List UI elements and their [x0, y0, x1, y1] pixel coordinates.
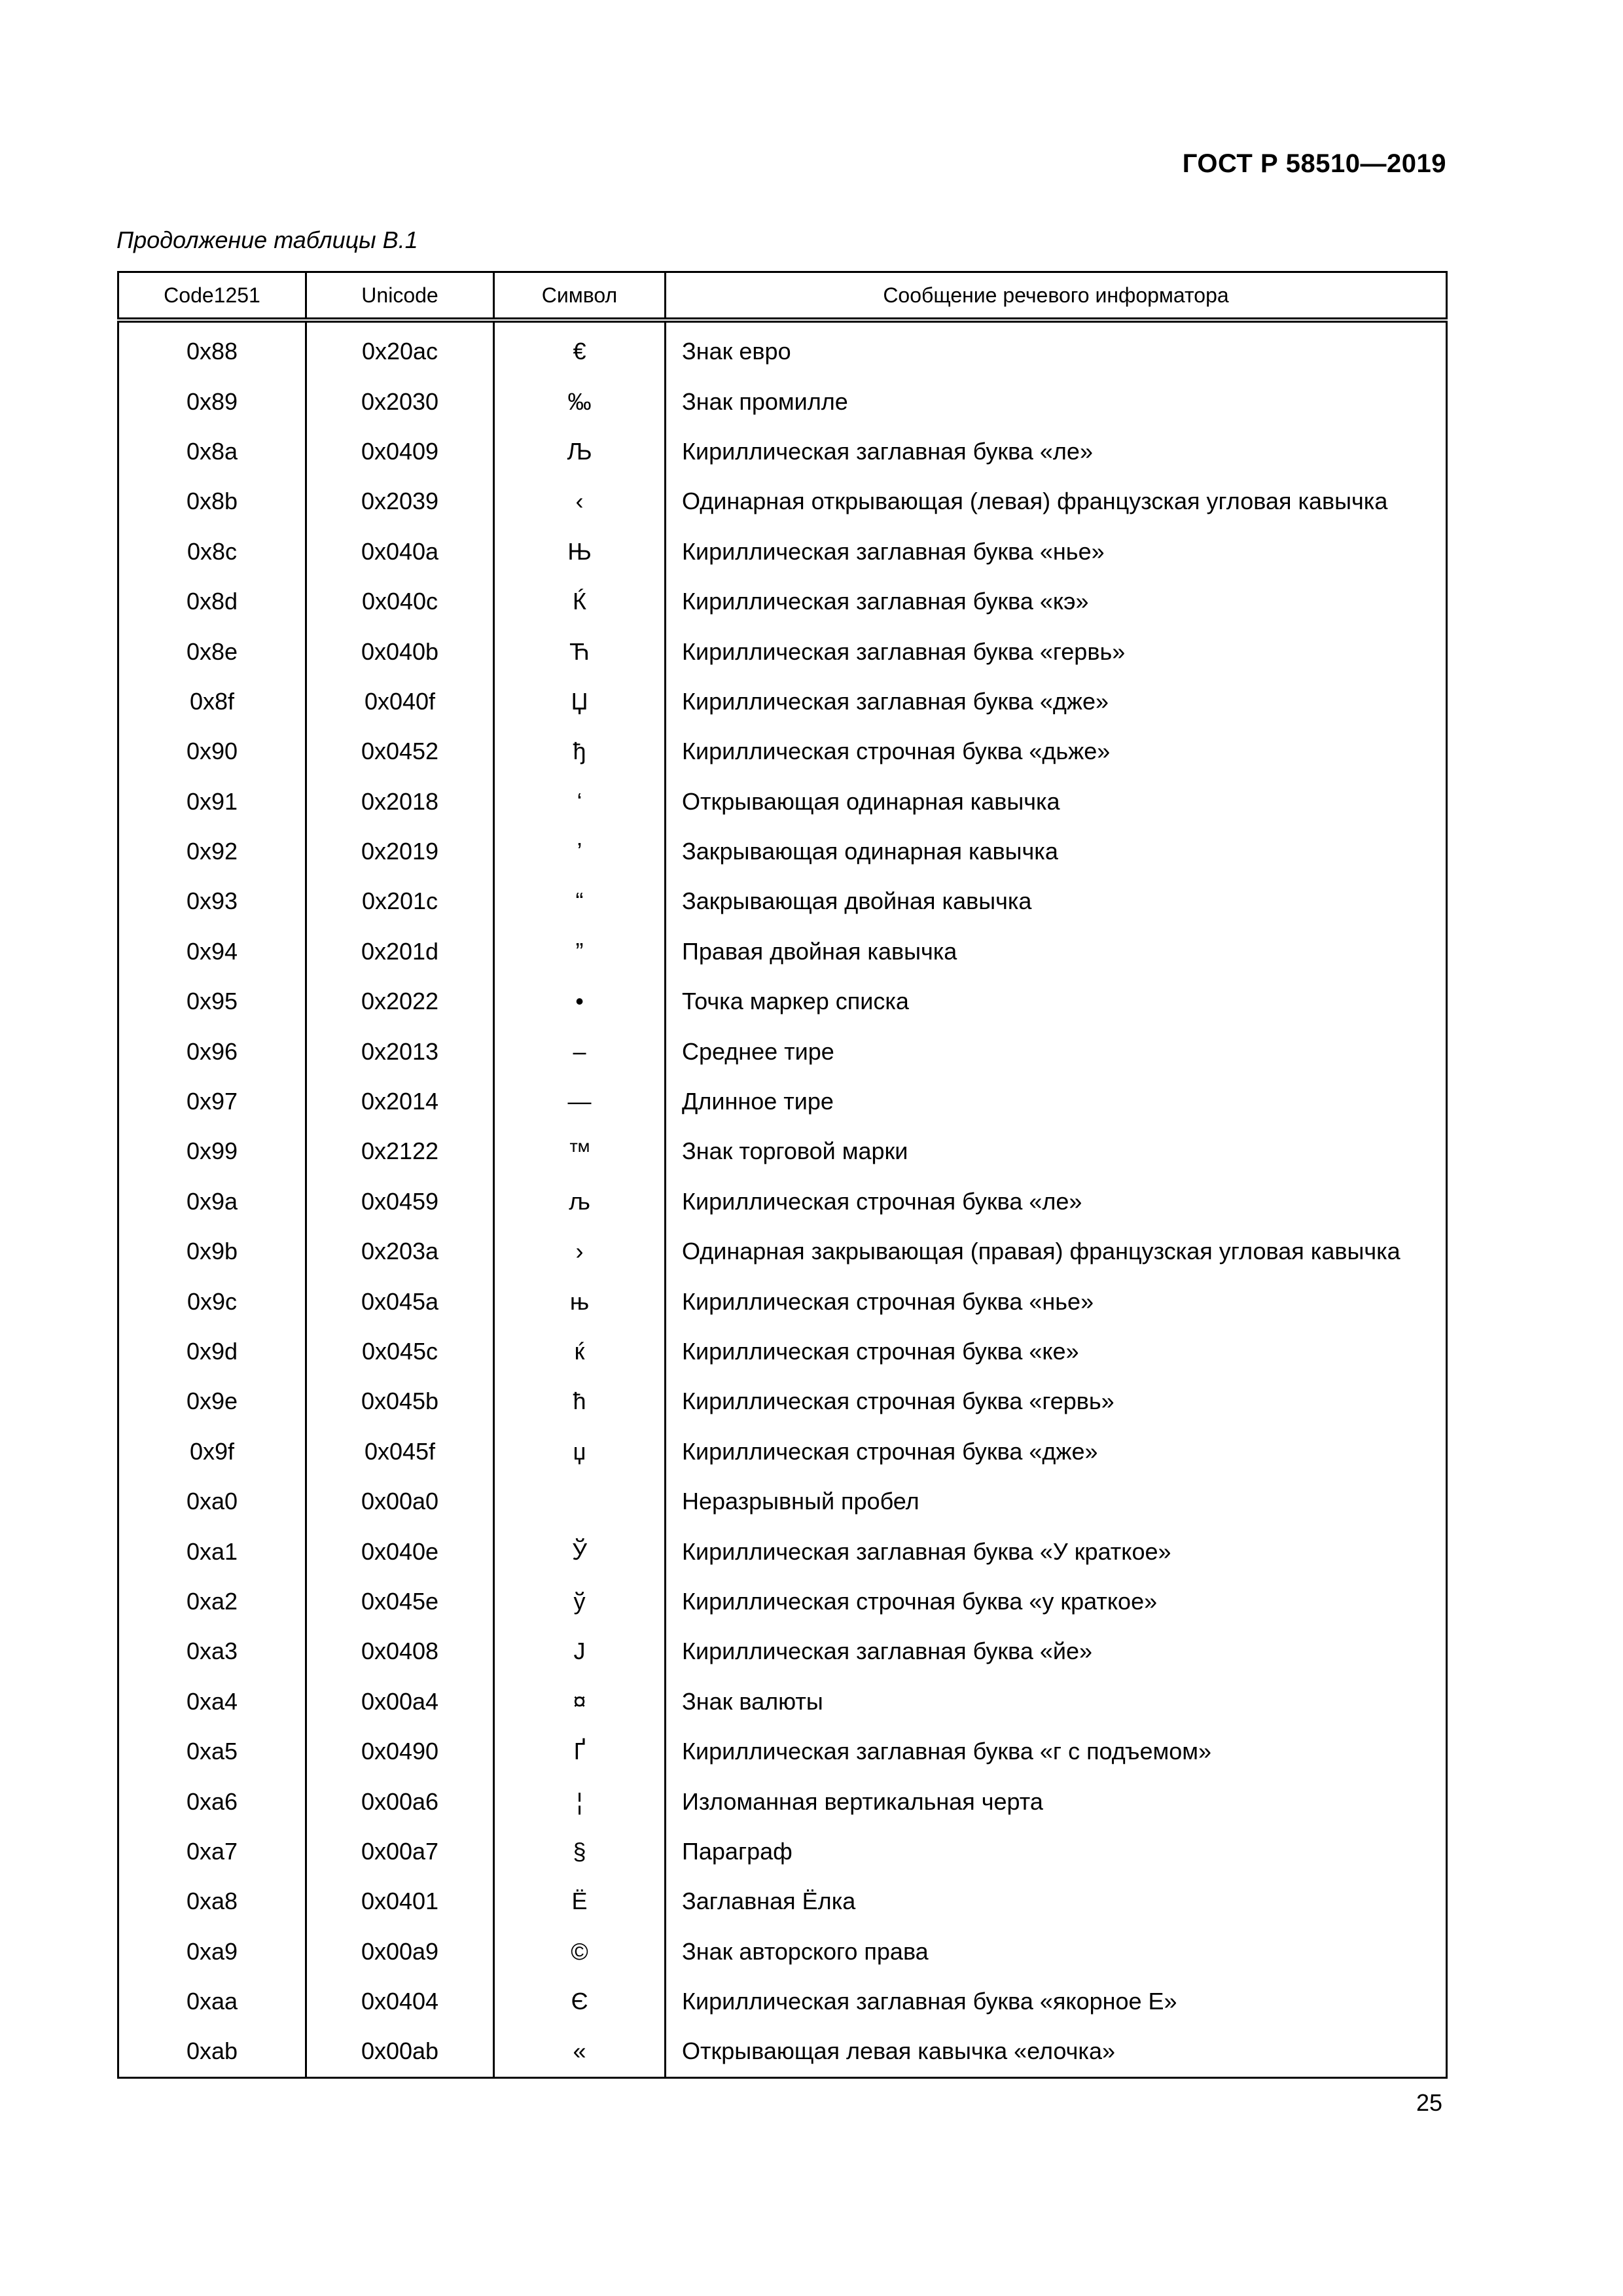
symbol-cell: — — [494, 1077, 666, 1126]
message-cell: Кириллическая заглавная буква «якорное Е» — [666, 1977, 1447, 2026]
message-cell: Кириллическая строчная буква «дже» — [666, 1427, 1447, 1477]
table-row — [118, 527, 1447, 577]
message-cell: Кириллическая строчная буква «нье» — [666, 1276, 1447, 1326]
unicode-cell: 0x2019 — [306, 827, 494, 876]
table-row — [118, 1376, 1447, 1426]
column-header-message: Сообщение речевого информатора — [666, 272, 1447, 321]
unicode-cell: 0x040c — [306, 577, 494, 626]
table-row — [118, 476, 1447, 526]
unicode-cell: 0x0459 — [306, 1177, 494, 1227]
unicode-cell: 0x00a0 — [306, 1477, 494, 1526]
code1251-cell: 0x9d — [118, 1327, 306, 1376]
unicode-cell: 0x00a4 — [306, 1677, 494, 1727]
table-row — [118, 677, 1447, 726]
unicode-cell: 0x040a — [306, 527, 494, 577]
message-cell: Кириллическая строчная буква «дьже» — [666, 726, 1447, 776]
table-header-row — [118, 272, 1447, 321]
code1251-cell: 0x9f — [118, 1427, 306, 1477]
table-row — [118, 927, 1447, 977]
symbol-cell: © — [494, 1927, 666, 1977]
code1251-cell: 0xa0 — [118, 1477, 306, 1526]
unicode-cell: 0x040e — [306, 1526, 494, 1576]
message-cell: Кириллическая заглавная буква «йе» — [666, 1626, 1447, 1676]
message-cell: Кириллическая строчная буква «ле» — [666, 1177, 1447, 1227]
message-cell: Параграф — [666, 1827, 1447, 1876]
message-cell: Заглавная Ёлка — [666, 1876, 1447, 1926]
message-cell: Знак промилле — [666, 376, 1447, 426]
document-code: ГОСТ Р 58510—2019 — [1182, 149, 1446, 178]
symbol-cell: “ — [494, 876, 666, 926]
message-cell: Знак валюты — [666, 1677, 1447, 1727]
symbol-cell: ¤ — [494, 1677, 666, 1727]
symbol-cell: ‘ — [494, 777, 666, 827]
table-row — [118, 777, 1447, 827]
unicode-cell: 0x20ac — [306, 320, 494, 376]
table-row — [118, 427, 1447, 476]
symbol-cell: • — [494, 977, 666, 1026]
unicode-cell: 0x0408 — [306, 1626, 494, 1676]
table-row — [118, 1276, 1447, 1326]
symbol-cell: Є — [494, 1977, 666, 2026]
unicode-cell: 0x2013 — [306, 1026, 494, 1076]
code1251-cell: 0xa5 — [118, 1727, 306, 1776]
symbol-cell: ќ — [494, 1327, 666, 1376]
table-row — [118, 726, 1447, 776]
table-row — [118, 1526, 1447, 1576]
table-row — [118, 1227, 1447, 1276]
code1251-cell: 0x90 — [118, 726, 306, 776]
message-cell: Кириллическая заглавная буква «У краткое» — [666, 1526, 1447, 1576]
column-header-unicode: Unicode — [306, 272, 494, 321]
message-cell: Правая двойная кавычка — [666, 927, 1447, 977]
unicode-cell: 0x2022 — [306, 977, 494, 1026]
code1251-cell: 0x8c — [118, 527, 306, 577]
symbol-cell: Њ — [494, 527, 666, 577]
code1251-cell: 0xa4 — [118, 1677, 306, 1727]
code1251-cell: 0x89 — [118, 376, 306, 426]
message-cell: Кириллическая заглавная буква «кэ» — [666, 577, 1447, 626]
unicode-cell: 0x0409 — [306, 427, 494, 476]
code1251-cell: 0x88 — [118, 320, 306, 376]
unicode-cell: 0x2018 — [306, 777, 494, 827]
message-cell: Длинное тире — [666, 1077, 1447, 1126]
unicode-cell: 0x045c — [306, 1327, 494, 1376]
symbol-cell — [494, 1477, 666, 1526]
message-cell: Закрывающая двойная кавычка — [666, 876, 1447, 926]
table-row — [118, 1727, 1447, 1776]
message-cell: Открывающая одинарная кавычка — [666, 777, 1447, 827]
table-row — [118, 1177, 1447, 1227]
symbol-cell: « — [494, 2026, 666, 2077]
table-row — [118, 1477, 1447, 1526]
code1251-cell: 0xa9 — [118, 1927, 306, 1977]
code1251-cell: 0x8f — [118, 677, 306, 726]
unicode-cell: 0x2030 — [306, 376, 494, 426]
unicode-cell: 0x00a6 — [306, 1776, 494, 1826]
message-cell: Кириллическая заглавная буква «г с подъемом» — [666, 1727, 1447, 1776]
unicode-cell: 0x0404 — [306, 1977, 494, 2026]
message-cell: Закрывающая одинарная кавычка — [666, 827, 1447, 876]
symbol-cell: § — [494, 1827, 666, 1876]
code1251-cell: 0xa2 — [118, 1577, 306, 1626]
unicode-cell: 0x2122 — [306, 1126, 494, 1176]
column-header-symbol: Символ — [494, 272, 666, 321]
unicode-cell: 0x0401 — [306, 1876, 494, 1926]
message-cell: Одинарная закрывающая (правая) французская угловая кавычка — [666, 1227, 1447, 1276]
message-cell: Точка маркер списка — [666, 977, 1447, 1026]
unicode-cell: 0x045b — [306, 1376, 494, 1426]
message-cell: Знак торговой марки — [666, 1126, 1447, 1176]
symbol-cell: Ј — [494, 1626, 666, 1676]
symbol-cell: ‰ — [494, 376, 666, 426]
table-row — [118, 1827, 1447, 1876]
table-row — [118, 1776, 1447, 1826]
table-row — [118, 1677, 1447, 1727]
code1251-cell: 0x9b — [118, 1227, 306, 1276]
symbol-cell: ћ — [494, 1376, 666, 1426]
table-row — [118, 577, 1447, 626]
symbol-cell: Ћ — [494, 626, 666, 676]
symbol-cell: ‹ — [494, 476, 666, 526]
code1251-cell: 0x9c — [118, 1276, 306, 1326]
unicode-cell: 0x201d — [306, 927, 494, 977]
table-row — [118, 320, 1447, 376]
message-cell: Знак евро — [666, 320, 1447, 376]
symbol-cell: Ґ — [494, 1727, 666, 1776]
message-cell: Знак авторского права — [666, 1927, 1447, 1977]
table-row — [118, 2026, 1447, 2077]
code1251-cell: 0xaa — [118, 1977, 306, 2026]
unicode-cell: 0x040f — [306, 677, 494, 726]
unicode-cell: 0x2039 — [306, 476, 494, 526]
table-row — [118, 1577, 1447, 1626]
message-cell: Открывающая левая кавычка «елочка» — [666, 2026, 1447, 2077]
unicode-cell: 0x0452 — [306, 726, 494, 776]
unicode-cell: 0x2014 — [306, 1077, 494, 1126]
code1251-cell: 0x97 — [118, 1077, 306, 1126]
code1251-cell: 0x94 — [118, 927, 306, 977]
unicode-cell: 0x040b — [306, 626, 494, 676]
message-cell: Кириллическая заглавная буква «ле» — [666, 427, 1447, 476]
code1251-cell: 0x91 — [118, 777, 306, 827]
table-row — [118, 376, 1447, 426]
message-cell: Одинарная открывающая (левая) французская угловая кавычка — [666, 476, 1447, 526]
message-cell: Кириллическая строчная буква «у краткое» — [666, 1577, 1447, 1626]
table-row — [118, 1126, 1447, 1176]
page-number: 25 — [1416, 2089, 1442, 2116]
message-cell: Изломанная вертикальная черта — [666, 1776, 1447, 1826]
symbol-cell: ¦ — [494, 1776, 666, 1826]
unicode-cell: 0x00a7 — [306, 1827, 494, 1876]
message-cell: Кириллическая строчная буква «ке» — [666, 1327, 1447, 1376]
symbol-cell: ” — [494, 927, 666, 977]
column-header-code1251: Code1251 — [118, 272, 306, 321]
symbol-cell: Ў — [494, 1526, 666, 1576]
code1251-cell: 0x96 — [118, 1026, 306, 1076]
message-cell: Кириллическая заглавная буква «дже» — [666, 677, 1447, 726]
message-cell: Кириллическая строчная буква «гервь» — [666, 1376, 1447, 1426]
unicode-cell: 0x045f — [306, 1427, 494, 1477]
unicode-cell: 0x045a — [306, 1276, 494, 1326]
table-row — [118, 1927, 1447, 1977]
unicode-cell: 0x201c — [306, 876, 494, 926]
code1251-cell: 0x99 — [118, 1126, 306, 1176]
code1251-cell: 0xa1 — [118, 1526, 306, 1576]
message-cell: Кириллическая заглавная буква «гервь» — [666, 626, 1447, 676]
table-row — [118, 1026, 1447, 1076]
symbol-cell: ™ — [494, 1126, 666, 1176]
table — [117, 271, 1448, 2079]
code1251-cell: 0xa7 — [118, 1827, 306, 1876]
table-row — [118, 1077, 1447, 1126]
encoding-table — [117, 271, 1446, 2079]
table-row — [118, 626, 1447, 676]
unicode-cell: 0x045e — [306, 1577, 494, 1626]
code1251-cell: 0xa8 — [118, 1876, 306, 1926]
code1251-cell: 0x93 — [118, 876, 306, 926]
table-row — [118, 1977, 1447, 2026]
symbol-cell: Љ — [494, 427, 666, 476]
symbol-cell: љ — [494, 1177, 666, 1227]
symbol-cell: Ё — [494, 1876, 666, 1926]
table-header — [118, 272, 1447, 321]
symbol-cell: › — [494, 1227, 666, 1276]
table-row — [118, 1876, 1447, 1926]
code1251-cell: 0x8d — [118, 577, 306, 626]
table-row — [118, 827, 1447, 876]
code1251-cell: 0xa6 — [118, 1776, 306, 1826]
table-row — [118, 977, 1447, 1026]
symbol-cell: ђ — [494, 726, 666, 776]
symbol-cell: ’ — [494, 827, 666, 876]
code1251-cell: 0x9a — [118, 1177, 306, 1227]
code1251-cell: 0x8b — [118, 476, 306, 526]
symbol-cell: ў — [494, 1577, 666, 1626]
symbol-cell: њ — [494, 1276, 666, 1326]
unicode-cell: 0x00ab — [306, 2026, 494, 2077]
unicode-cell: 0x203a — [306, 1227, 494, 1276]
symbol-cell: џ — [494, 1427, 666, 1477]
code1251-cell: 0x9e — [118, 1376, 306, 1426]
unicode-cell: 0x0490 — [306, 1727, 494, 1776]
symbol-cell: Ќ — [494, 577, 666, 626]
code1251-cell: 0xab — [118, 2026, 306, 2077]
message-cell: Среднее тире — [666, 1026, 1447, 1076]
table-body — [118, 320, 1447, 2077]
symbol-cell: € — [494, 320, 666, 376]
message-cell: Неразрывный пробел — [666, 1477, 1447, 1526]
message-cell: Кириллическая заглавная буква «нье» — [666, 527, 1447, 577]
table-caption: Продолжение таблицы В.1 — [116, 226, 418, 253]
table-row — [118, 1427, 1447, 1477]
symbol-cell: Џ — [494, 677, 666, 726]
code1251-cell: 0x8e — [118, 626, 306, 676]
table-row — [118, 1327, 1447, 1376]
symbol-cell: – — [494, 1026, 666, 1076]
unicode-cell: 0x00a9 — [306, 1927, 494, 1977]
table-row — [118, 876, 1447, 926]
code1251-cell: 0x95 — [118, 977, 306, 1026]
code1251-cell: 0x8a — [118, 427, 306, 476]
table-row — [118, 1626, 1447, 1676]
code1251-cell: 0x92 — [118, 827, 306, 876]
code1251-cell: 0xa3 — [118, 1626, 306, 1676]
